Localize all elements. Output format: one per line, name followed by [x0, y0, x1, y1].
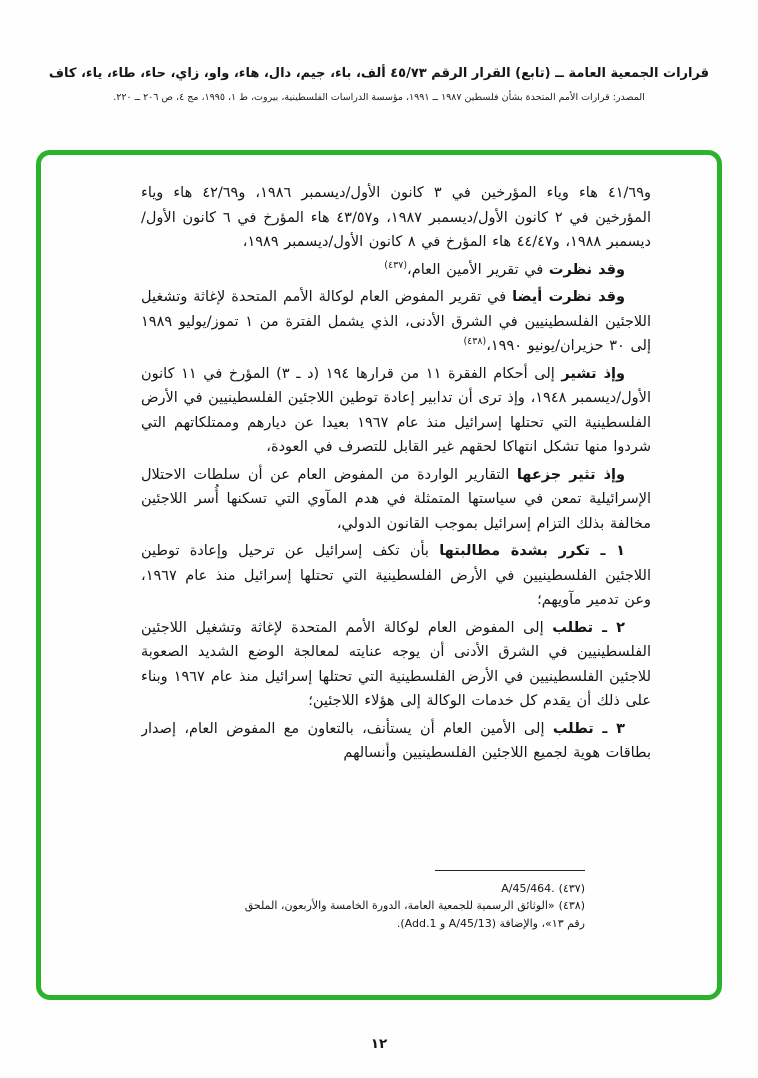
body-paragraph [141, 539, 651, 613]
paragraph-text: إلى المفوض العام لوكالة الأمم المتحدة لإغاثة وتشغيل اللاجئين الفلسطينيين في الشرق الأدنى أن يوجه عنايته لمعالجة الوضع الشديد الصعوبة للاجئين الفلسطينيين في الأرض الفلسطينية التي تحتلها إسرائيل منذ عام ١٩٦٧ وبناء على ذلك أن يقدم كل خدمات الوكالة إلى هؤلاء اللاجئين؛ [141, 619, 651, 709]
body-paragraph [141, 258, 651, 283]
paragraph-text: في تقرير الأمين العام، [407, 261, 549, 278]
body-paragraph [141, 463, 651, 537]
paragraph-text: إلى أحكام الفقرة ١١ من قرارها ١٩٤ (د ـ ٣) المؤرخ في ١١ كانون الأول/ديسمبر ١٩٤٨، وإذ ترى أن تدابير إعادة توطين اللاجئين الفلسطينيين في الأرض الفلسطينية التي تحتلها إسرائيل منذ عام ١٩٦٧ بعيدا عن ديارهم وممتلكاتهم التي شردوا منها تشكل انتهاكا لحقهم غير القابل للتصرف في العودة، [141, 365, 651, 455]
paragraph-lead: وقد نظرت [548, 261, 625, 278]
footnote-text: A/45/464. [501, 881, 555, 895]
page-number: ١٢ [370, 1036, 388, 1052]
paragraph-text: و٤١/٦٩ هاء وياء المؤرخين في ٣ كانون الأول/ديسمبر ١٩٨٦، و٤٢/٦٩ هاء وياء المؤرخين في ٢ كانون الأول/ديسمبر ١٩٨٧، و٤٣/٥٧ هاء المؤرخ في ٦ كانون الأول/ديسمبر ١٩٨٨، و٤٤/٤٧ هاء المؤرخ في ٨ كانون الأول/ديسمبر ١٩٨٩، [141, 185, 651, 250]
content-area [141, 181, 651, 977]
paragraph-text: التقارير الواردة من المفوض العام عن أن سلطات الاحتلال الإسرائيلية تمعن في سياستها المتمثلة في هدم المآوي التي تسكنها أُسر اللاجئين مخالفة بذلك التزام إسرائيل بموجب القانون الدولي، [141, 466, 651, 532]
paragraph-lead: وإذ تثير جزعها [516, 466, 625, 483]
footnote-number: (٤٣٧) [558, 881, 585, 895]
footnote-ref: (٤٣٨) [463, 336, 487, 348]
paragraph-lead: ١ ـ تكرر بشدة مطالبتها [439, 543, 626, 559]
body-paragraph [141, 362, 651, 460]
footnotes-section [241, 870, 585, 933]
footnote-item [241, 897, 585, 932]
body-paragraph [141, 181, 651, 255]
paragraph-text: إلى الأمين العام أن يستأنف، بالتعاون مع المفوض العام، إصدار بطاقات هوية لجميع اللاجئين الفلسطينيين وأنسالهم [141, 720, 651, 761]
source-line: المصدر: قرارات الأمم المتحدة بشأن فلسطين ١٩٨٧ ــ ١٩٩١، مؤسسة الدراسات الفلسطينية، بيروت، ط ١، ١٩٩٥، مج ٤، ص ٢٠٦ ــ ٢٢٠. [113, 92, 645, 103]
footnote-ref: (٤٣٧) [384, 259, 408, 271]
page-header [30, 66, 728, 103]
paragraph-text: في تقرير المفوض العام لوكالة الأمم المتحدة لإغاثة وتشغيل اللاجئين الفلسطينيين في الشرق الأدنى، الذي يشمل الفترة من ١ تموز/يوليو ١٩٨٩ إلى ٣٠ حزيران/يونيو ١٩٩٠، [141, 289, 651, 354]
footnote-number: (٤٣٨) [558, 899, 585, 912]
body-paragraph [141, 285, 651, 359]
highlight-frame [36, 150, 722, 1000]
paragraph-lead: ٣ ـ تطلب [552, 720, 626, 737]
resolution-text [141, 181, 651, 766]
body-paragraph [141, 717, 651, 766]
footnote-separator [435, 870, 585, 871]
footnote-text: «الوثائق الرسمية للجمعية العامة، الدورة الخامسة والأربعون، الملحق رقم ١٣»، والإضافة (A/45/13 و Add.1). [244, 899, 585, 930]
paragraph-lead: وإذ تشير [561, 365, 625, 382]
paragraph-lead: وقد نظرت أيضا [512, 289, 625, 305]
footnote-item [241, 880, 585, 898]
document-title: قرارات الجمعية العامة ــ (تابع) القرار الرقم ٤٥/٧٣ ألف، باء، جيم، دال، هاء، واو، زاي، حاء، طاء، ياء، كاف [48, 66, 710, 81]
body-paragraph [141, 616, 651, 714]
paragraph-text: بأن تكف إسرائيل عن ترحيل وإعادة توطين اللاجئين الفلسطينيين في الأرض الفلسطينية التي تحتلها إسرائيل منذ عام ١٩٦٧، وعن تدمير مآويهم؛ [141, 543, 651, 608]
paragraph-lead: ٢ ـ تطلب [552, 619, 626, 636]
